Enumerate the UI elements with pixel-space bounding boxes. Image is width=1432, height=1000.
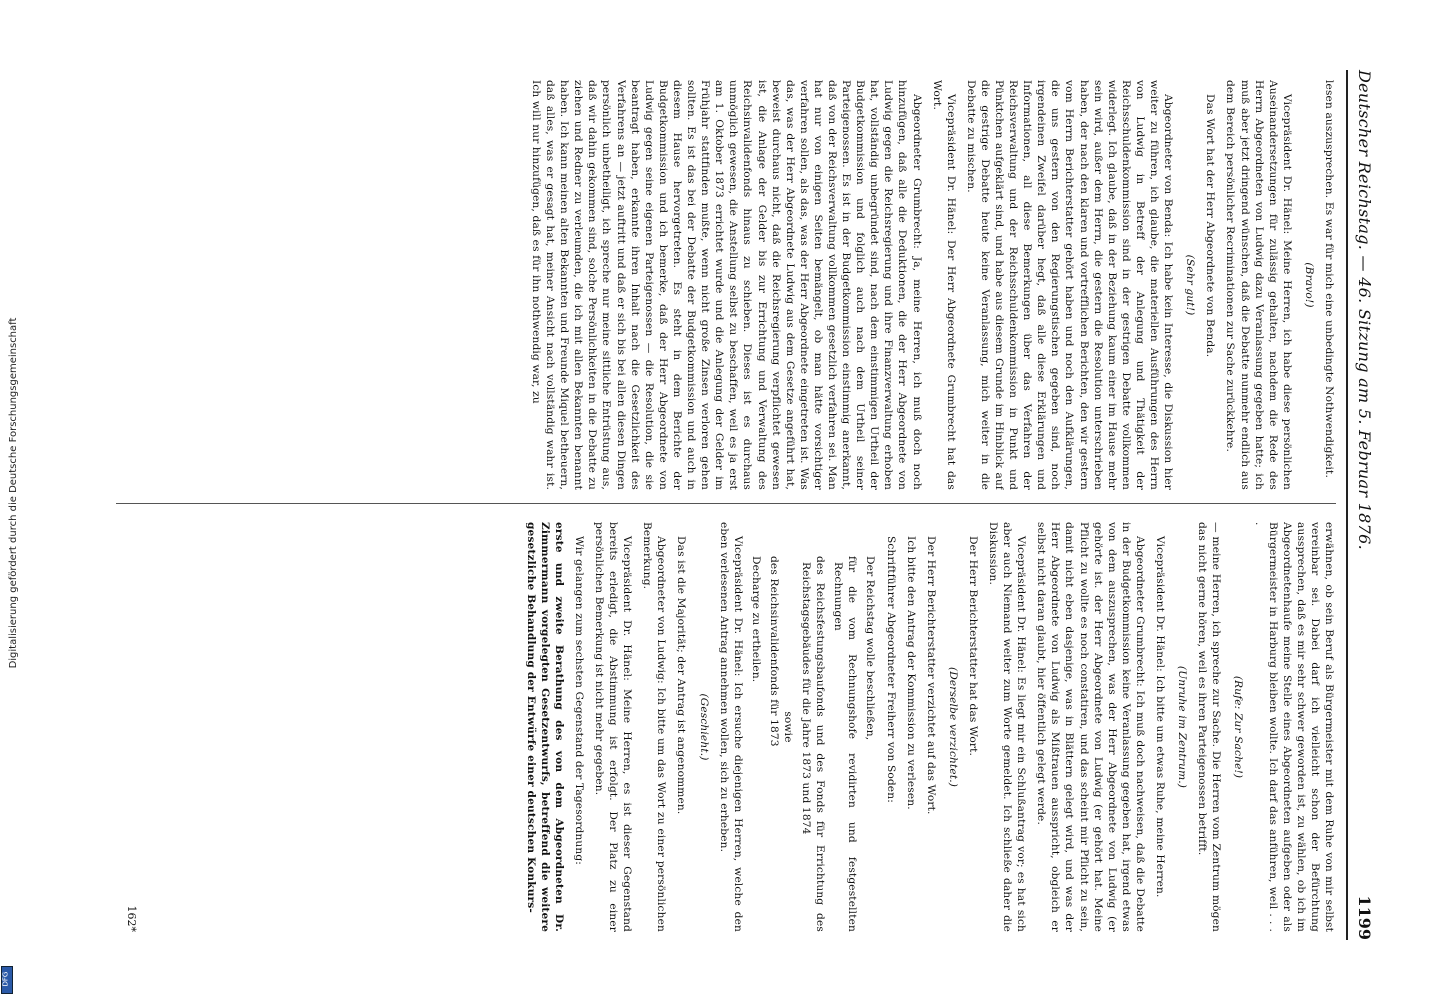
paragraph: Abgeordneter von Ludwig: Ich bitte um das Wort zu einer persönlichen Bemerkung. [641,522,668,932]
dfg-logo-text: DFG [1,971,10,987]
paragraph: Vicepräsident Dr. Hänel: Meine Herren, es ist dieser Gegenstand bereits erledigt, die Abstimmung ist erfolgt. Der Platz zu einer persönlichen Bemerkung ist nicht mehr gegeben. [592,522,634,932]
paragraph: Vicepräsident Dr. Hänel: Ich bitte um etwas Ruhe, meine Herren. [1154,536,1167,898]
paragraph: Vicepräsident Dr. Hänel: Der Herr Abgeordnete Grumbrecht hat das Wort. [930,80,957,490]
text-continuation: erwähnen, ob sein Beruf als Bürgermeister mit dem Ruhe von mir selbst vereinbar sei. Dabei darf ich vielleicht schon der Befürchtung aussprechen, daß es mir sehr schwer geworden ist, zu wählen, ob ich im Abgeordnetenhaufe meine Stelle eines Abgeordneten aufgeben oder als Bürgermeister in Harburg bleiben wollte. Ich darf das anführen, weil . . . . [1252,522,1335,932]
indented-line: des Reichsinvalidenfonds für 1873 [767,556,780,747]
interjection-note: (Geschieht.) [697,693,710,761]
paragraph: Vicepräsident Dr. Hänel: Meine Herren, ich habe diese persönlichen Auseinandersetzungen für zulässig gehalten, nachdem die Rede des Herrn Abgeordneten von Ludwig dazu Veranlassung gegeben hatte; ich muß aber jetzt dringend wünschen, daß die Debatte nunmehr endlich aus dem Bereich persönlicher Recriminationen zur Sache zurückkehre. [1224,80,1293,490]
interjection-note: (Sehr gut!) [1184,254,1197,316]
dfg-logo [1,966,13,994]
interjection-note: (Bravo!) [1302,262,1315,308]
paragraph: Schriftführer Abgeordneter Freiherr von Soden: [884,536,897,803]
paragraph: Das Wort hat der Herr Abgeordnete von Benda. [1204,94,1217,358]
paragraph: Wir gelangen zum sechsten Gegenstand der Tagesordnung: [572,536,585,866]
paragraph: Ich bitte den Antrag der Kommission zu verlesen. [904,536,917,810]
indented-line: Decharge zu ertheilen. [749,556,762,683]
paragraph: Vicepräsident Dr. Hänel: Es liegt mir ein Schlußantrag vor; es hat sich aber auch Niemand weiter zum Worte gemeldet. Ich schließe daher die Diskussion. [987,522,1028,932]
paragraph: Der Herr Berichterstatter hat das Wort. [966,536,979,757]
interjection-note: (Rufe: Zur Sache!) [1232,675,1245,779]
interjection-note: (Derselbe verzichtet.) [946,666,959,788]
indented-line: Der Reichstag wolle beschließen, [864,556,877,741]
paragraph: Das ist die Majorität; der Antrag ist angenommen. [675,536,688,815]
page-number: 1199 [1355,895,1374,940]
centered-word: sowie [782,711,794,743]
side-strip [0,0,19,1000]
indented-line: für die vom Rechnungshofe revidirten und festgestellten Rechnungen [832,556,859,932]
digitization-note: Digitalisierung gefördert durch die Deutsche Forschungsgemeinschaft [8,317,19,669]
text-continuation: lesen auszusprechen. Es war für mich eine unbedingte Nothwendigkeit. [1323,80,1335,478]
running-head [1350,70,1380,940]
scanned-page [90,70,1380,940]
paragraph: Abgeordneter von Benda: Ich habe kein Interesse, die Diskussion hier weiter zu führen, ich glaube, die materiellen Ausführungen des Herrn von Ludwig in Betreff der Anlegung und Thätigkeit der Reichsschuldenkommission sind in der gestrigen Debatte vollkommen widerlegt. Ich glaube, daß in der Beziehung kaum einer im Hause mehr sein wird, außer dem Herrn, die gestern die Resolution unterschrieben haben, der nach den klaren und vortrefflichen Berichten, den wir gestern vom Herrn Berichterstatter gehört haben und noch den Aufklärungen, die uns gestern von den Regierungstischen gegeben sind, noch irgendeinen Zweifel darüber hegt, daß alle diese Erklärungen und Informationen, all diese Bemerkungen über das Verfahren der Reichsverwaltung und der Reichsschuldenkommission in Punkt und Pünktchen aufgeklärt sind, und habe aus diesem Grunde im Hinblick auf die gestrige Debatte heute keine Veranlassung, mich weiter in die Debatte zu mischen. [964,80,1175,490]
paragraph: Abgeordneter Grumbrecht: Ich muß doch nachweisen, daß die Debatte in der Budgetkommission keine Veranlassung gegeben hat, irgend etwas von dem auszusprechen, was der Herr Abgeordnete von Ludwig (er gehörte ist. der Herr Abgeordnete von Ludwig (er gehört hat. Meine Pflicht zu wollte es noch constatiren, und das scheint mir Pflicht zu sein, damit nicht eben dasjenige, was in Blättern gelegt wird, und was der Herr Abgeordnete von Ludwig als Mißtrauen ausspricht, obgleich er selbst nicht daran glaubt, hier öffentlich gelegt werde. [1035,522,1146,932]
paragraph: Der Herr Berichterstatter verzichtet auf das Wort. [924,536,937,815]
text-continuation: — meine Herren, ich spreche zur Sache. Die Herren vom Zentrum mögen das nicht gerne hören, weil es ihren Parteigenossen betrifft. [1196,522,1223,932]
column-divider [116,503,1336,504]
left-column [106,80,1336,490]
indented-line: des Reichsfestungsbaufonds und des Fonds für Errichtung des Reichstagsgebäudes für die Jahre 1873 und 1874 [800,556,827,932]
paragraph: Abgeordneter Grumbrecht: Ja, meine Herren, ich muß doch noch hinzufügen, daß alle die Deduktionen, die der Herr Abgeordnete von Ludwig gegen die Reichsregierung und ihre Finanzverwaltung erhoben hat, vollständig unbegründet sind, nach dem einstimmigen Urtheil der Budgetkommission und folglich auch nach dem Urtheil seiner Parteigenossen. Es ist in der Budgetkommission einstimmig anerkannt, daß von der Reichsverwaltung vollkommen gesetzlich verfahren sei. Man hat nur von einigen Seiten bemängelt, ob man hätte vorsichtiger verfahren sollen, als das, was der Herr Abgeordnete eingetreten ist. Was das, was der Herr Abgeordnete Ludwig aus dem Gesetze angeführt hat, beweist durchaus nicht, daß die Reichsregierung verpflichtet gewesen ist, die Anlage der Gelder bis zur Errichtung und Verwaltung des Reichsinvalidenfonds hinaus zu schieben. Dieses ist es durchaus unmöglich gewesen, die Anstellung selbst zu beschaffen, weil es ja erst am 1. Oktober 1873 errichtet wurde und die Anlegung der Gelder im Frühjahr stattfinden mußte, wenn nicht große Zinsen verloren gehen sollten. Es ist das bei der Debatte der Budgetkommission und auch in diesem Hause hervorgetreten. Es steht in dem Berichte der Budgetkommission und ich bemerke, daß der Herr Abgeordnete von Ludwig gegen seine eigenen Parteigenossen — die Resolution, die sie beantragt haben, erkannte ihren Inhalt nach die Gesetzlichkeit des Verfahrens an — jetzt auftritt und daß er sich bis bei allen diesen Dingen persönlich unbetheiligt, ich spreche nur meine sittliche Entrüstung aus, daß wir dahin gekommen sind, solche Persönlichkeiten in die Debatte zu ziehen und Redner zu verleumden, die ich mit allen Bekannten benannt haben. Ich kann meinen alten Bekannten und Freunde Miquel betheuern, daß alles, was er gesagt hat, meiner Ansicht nach vollständig wahr ist. Ich will nur hinzufügen, daß es für ihn nothwendig war, zu [530,80,923,490]
agenda-item: erste und zweite Berathung des von dem Abgeordneten Dr. Zimmermann vorgelegten Gesetzentwurfs, betreffend die weitere gesetzliche Behandlung der Entwürfe einer deutschen Konkurs- [524,522,565,932]
running-head-title: Deutscher Reichstag. — 46. Sitzung am 5. Februar 1876. [1355,70,1374,551]
interjection-note: (Unruhe im Zentrum.) [1176,665,1189,789]
paragraph: Vicepräsident Dr. Hänel: Ich ersuche diejenigen Herren, welche den eben verlesenen Antrag annehmen wollen, sich zu erheben. [717,522,744,932]
scanned-page-frame [90,70,1380,940]
header-rule [1346,70,1348,940]
right-column [106,522,1336,932]
signature-mark: 162* [125,905,138,932]
